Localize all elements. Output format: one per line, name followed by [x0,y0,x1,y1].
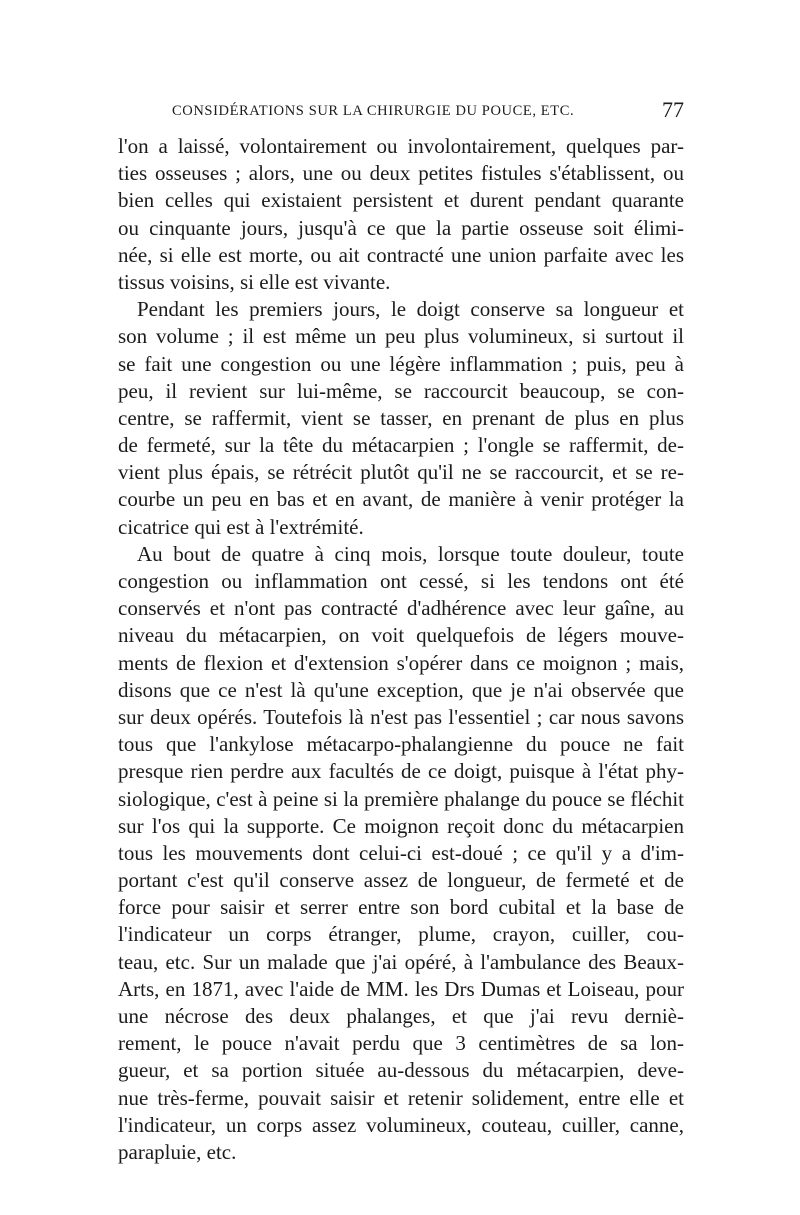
text-line: Au bout de quatre à cinq mois, lorsque toute douleur, toute [137,541,684,566]
text-line: teau, etc. Sur un malade que j'ai opéré, à l'ambulance des Beaux- [118,949,684,974]
text-line: gueur, et sa portion située au-dessous du métacarpien, deve- [118,1058,684,1083]
text-line: son volume ; il est même un peu plus volumineux, si surtout il [118,324,684,349]
text-line: niveau du métacarpien, on voit quelquefois de légers mouve- [118,623,684,648]
text-line: nue très-ferme, pouvait saisir et retenir solidement, entre elle et [118,1085,684,1110]
text-line: l'indicateur, un corps assez volumineux, couteau, cuiller, canne, [118,1112,684,1137]
running-head [108,97,684,127]
text-line: l'on a laissé, volontairement ou involontairement, quelques par- [118,134,684,158]
text-line: vient plus épais, se rétrécit plutôt qu'il ne se raccourcit, et se re- [118,460,684,485]
text-line: courbe un peu en bas et en avant, de manière à venir protéger la [118,487,684,512]
text-line: ties osseuses ; alors, une ou deux petites fistules s'établissent, ou [118,161,684,186]
text-line: sur l'os qui la supporte. Ce moignon reçoit donc du métacarpien [118,813,684,838]
text-line: se fait une congestion ou une légère inflammation ; puis, peu à [118,351,684,376]
text-line: sur deux opérés. Toutefois là n'est pas l'essentiel ; car nous savons [118,704,684,729]
text-line: force pour saisir et serrer entre son bord cubital et la base de [118,895,684,920]
text-line: centre, se raffermit, vient se tasser, en prenant de plus en plus [118,405,684,430]
text-line: ou cinquante jours, jusqu'à ce que la partie osseuse soit élimi- [118,215,684,240]
text-line: presque rien perdre aux facultés de ce doigt, puisque à l'état phy- [118,759,684,784]
text-line: tous les mouvements dont celui-ci est-doué ; ce qu'il y a d'im- [118,840,684,865]
text-line: une nécrose des deux phalanges, et que j'ai revu derniè- [118,1004,684,1028]
text-line: Arts, en 1871, avec l'aide de MM. les Drs Dumas et Loiseau, pour [118,976,684,1001]
page-number: 77 [662,97,684,122]
text-line: peu, il revient sur lui-même, se raccourcit beaucoup, se con- [118,378,684,403]
text-line: ments de flexion et d'extension s'opérer dans ce moignon ; mais, [118,650,684,675]
text-line: conservés et n'ont pas contracté d'adhérence avec leur gaîne, au [118,596,684,621]
running-title: CONSIDÉRATIONS SUR LA CHIRURGIE DU POUCE, ETC. [172,103,575,119]
text-line: disons que ce n'est là qu'une exception, que je n'ai observée que [118,677,684,702]
text-line: congestion ou inflammation ont cessé, si les tendons ont été [118,569,684,593]
text-line: parapluie, etc. [118,1139,237,1164]
text-line: tissus voisins, si elle est vivante. [118,269,391,294]
text-line: née, si elle est morte, ou ait contracté une union parfaite avec les [118,242,684,267]
text-line: siologique, c'est à peine si la première phalange du pouce se fléchit [118,786,684,811]
text-line: de fermeté, sur la tête du métacarpien ; l'ongle se raffermit, de- [118,433,684,458]
text-line: portant c'est qu'il conserve assez de longueur, de fermeté et de [118,868,684,893]
text-line: cicatrice qui est à l'extrémité. [118,514,364,539]
text-line: tous que l'ankylose métacarpo-phalangienne du pouce ne fait [118,732,684,757]
body-text [118,133,684,1166]
text-line: Pendant les premiers jours, le doigt conserve sa longueur et [137,297,684,322]
text-line: rement, le pouce n'avait perdu que 3 centimètres de sa lon- [118,1031,684,1056]
text-line: bien celles qui existaient persistent et durent pendant quarante [118,188,684,213]
text-line: l'indicateur un corps étranger, plume, crayon, cuiller, cou- [118,922,684,947]
